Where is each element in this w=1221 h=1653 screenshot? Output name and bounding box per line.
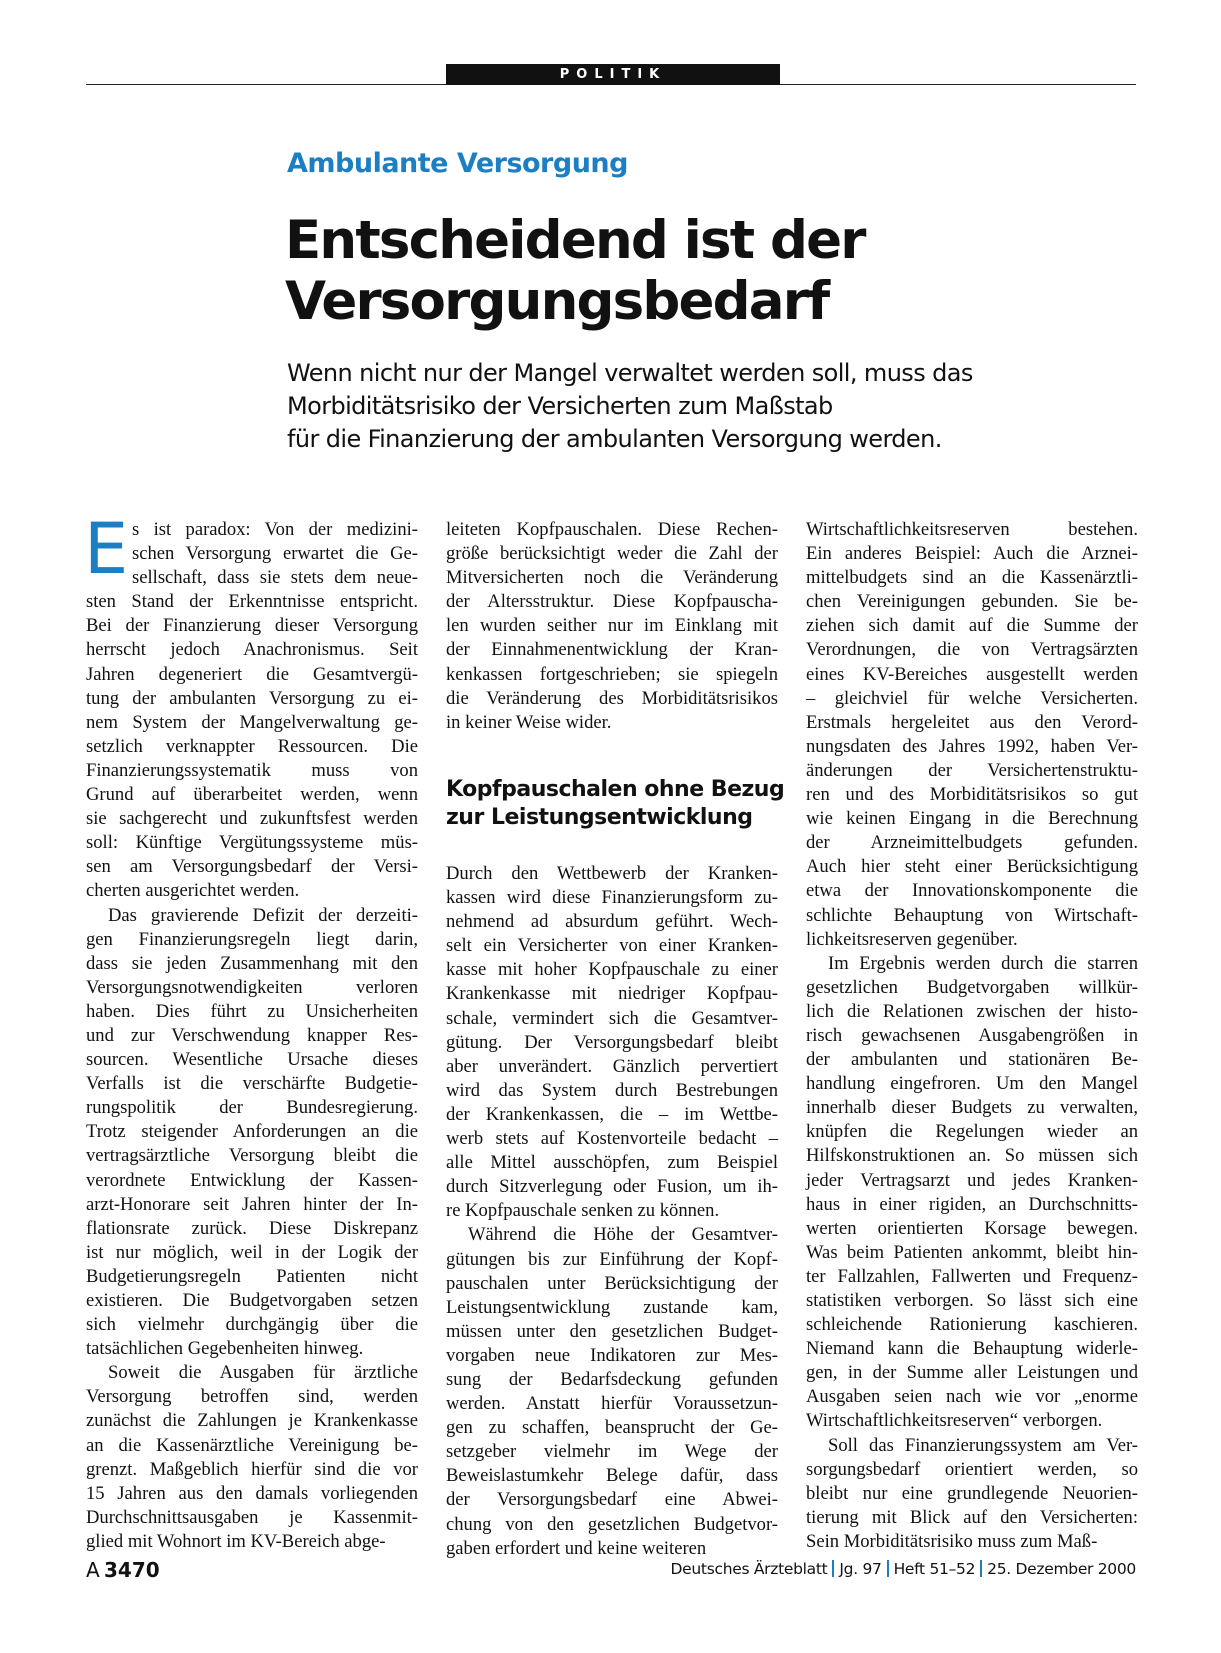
text-line: wird das System durch Bestrebungen <box>446 1079 778 1101</box>
text-line: Versorgung betroffen sind, werden <box>86 1386 418 1408</box>
text-line: bleibt nur eine grundlegende Neuorien- <box>806 1482 1138 1504</box>
text-line: der Krankenkassen, die – im Wettbe- <box>446 1103 778 1125</box>
journal-name: Deutsches Ärzteblatt <box>670 1560 828 1578</box>
page-prefix: A <box>86 1558 100 1582</box>
text-line: der ambulanten und stationären Be- <box>806 1049 1138 1071</box>
text-line: schleichende Rationierung kaschieren. <box>806 1314 1138 1336</box>
text-line: eines KV-Bereiches ausgestellt werden <box>806 663 1138 685</box>
text-line: Soweit die Ausgaben für ärztliche <box>108 1362 418 1384</box>
text-line: haus in einer rigiden, an Durchschnitts- <box>806 1193 1138 1215</box>
text-line: die Veränderung des Morbiditätsrisikos <box>446 687 778 709</box>
text-line: Wirtschaftlichkeitsreserven“ verborgen. <box>806 1410 1103 1432</box>
text-line: setzlich verknappter Ressourcen. Die <box>86 735 418 757</box>
text-line: etwa der Innovationskomponente die <box>806 880 1138 902</box>
text-line: zunächst die Zahlungen je Krankenkasse <box>86 1410 418 1432</box>
divider <box>887 1560 889 1577</box>
text-line: Durch den Wettbewerb der Kranken- <box>446 863 778 884</box>
text-line: innerhalb dieser Budgets zu verwalten, <box>806 1097 1138 1119</box>
headline-line: Versorgungsbedarf <box>285 271 829 332</box>
text-line: Hilfskonstruktionen an. So müssen sich <box>806 1145 1138 1167</box>
text-line: Bei der Finanzierung dieser Versorgung <box>86 615 418 637</box>
deck-line: für die Finanzierung der ambulanten Versorgung werden. <box>287 425 942 453</box>
text-line: Mitversicherten noch die Veränderung <box>446 567 778 589</box>
journal-date: 25. Dezember 2000 <box>987 1560 1136 1578</box>
text-line: knüpfen die Regelungen wieder an <box>806 1121 1138 1143</box>
text-line: wie keinen Eingang in die Berechnung <box>806 808 1138 830</box>
text-line: setzgeber vielmehr im Wege der <box>446 1441 778 1463</box>
text-line: sung der Bedarfsdeckung gefunden <box>446 1368 778 1390</box>
text-line: flationsrate zurück. Diese Diskrepanz <box>86 1217 418 1239</box>
text-line: gaben erfordert und keine weiteren <box>446 1537 707 1559</box>
text-line: gesetzlichen Budgetvorgaben willkür- <box>806 976 1138 998</box>
text-line: tung der ambulanten Versorgung zu ei- <box>86 687 418 709</box>
text-line: leiteten Kopfpauschalen. Diese Rechen- <box>446 519 778 540</box>
drop-cap: E <box>84 508 129 590</box>
text-line: Beweislastumkehr Belege dafür, dass <box>446 1465 778 1487</box>
text-line: werden. Anstatt hierfür Voraussetzun- <box>446 1393 778 1415</box>
text-line: ziehen sich damit auf die Summe der <box>806 615 1138 637</box>
text-line: Während die Höhe der Gesamtver- <box>468 1224 778 1246</box>
text-line: re Kopfpauschale senken zu können. <box>446 1200 720 1222</box>
text-line: arzt-Honorare seit Jahren hinter der In- <box>86 1193 418 1215</box>
text-line: herrscht jedoch Anachronismus. Seit <box>86 639 418 661</box>
text-line: cherten ausgerichtet werden. <box>86 880 300 902</box>
text-line: sorgungsbedarf orientiert werden, so <box>806 1458 1138 1480</box>
divider <box>832 1560 834 1577</box>
text-line: tatsächlichen Gegebenheiten hinweg. <box>86 1338 364 1360</box>
text-line: der Einnahmenentwicklung der Kran- <box>446 639 778 661</box>
text-line: – gleichviel für welche Versicherten. <box>806 687 1138 709</box>
text-line: durch Sitzverlegung oder Fusion, um ih- <box>446 1176 778 1198</box>
text-line: sellschaft, dass sie stets dem neue- <box>132 567 418 589</box>
text-line: Was beim Patienten ankommt, bleibt hin- <box>806 1241 1138 1263</box>
text-line: und zur Verschwendung knapper Res- <box>86 1024 418 1046</box>
text-line: kasse mit hoher Kopfpauschale zu einer <box>446 959 778 981</box>
text-line: Ein anderes Beispiel: Auch die Arznei- <box>806 543 1138 565</box>
text-line: Versorgungsnotwendigkeiten verloren <box>86 976 418 998</box>
text-line: Krankenkasse mit niedriger Kopfpau- <box>446 983 778 1005</box>
text-line: sie sachgerecht und zukunftsfest werden <box>86 808 418 830</box>
page-footer <box>86 1558 1136 1586</box>
subheading-line: zur Leistungsentwicklung <box>446 805 753 830</box>
body-column-2-top <box>446 518 778 735</box>
text-line: rungspolitik der Bundesregierung. <box>86 1097 418 1119</box>
text-line: sourcen. Wesentliche Ursache dieses <box>86 1049 418 1071</box>
deck-line: Wenn nicht nur der Mangel verwaltet werden soll, muss das <box>287 359 973 387</box>
text-line: schale, vermindert sich die Gesamtver- <box>446 1007 778 1029</box>
body-column-3 <box>806 518 1138 1554</box>
text-line: jeder Vertragsarzt und jedes Kranken- <box>806 1169 1138 1191</box>
text-line: nem System der Mangelverwaltung ge- <box>86 711 418 733</box>
text-line: Erstmals hergeleitet aus den Verord- <box>806 711 1138 733</box>
text-line: nehmend ad absurdum geführt. Wech- <box>446 911 778 933</box>
text-line: aber unverändert. Gänzlich pervertiert <box>446 1055 778 1077</box>
text-line: Wirtschaftlichkeitsreserven bestehen. <box>806 519 1138 540</box>
text-line: haben. Dies führt zu Unsicherheiten <box>86 1000 418 1022</box>
journal-citation <box>671 1560 1136 1578</box>
journal-issue: Heft 51–52 <box>893 1560 976 1578</box>
text-line: chen Vereinigungen gebunden. Sie be- <box>806 591 1138 613</box>
headline-line: Entscheidend ist der <box>285 210 865 271</box>
text-line: gen, in der Summe aller Leistungen und <box>806 1362 1138 1384</box>
text-line: Ausgaben seien nach wie vor „enorme <box>806 1386 1138 1408</box>
text-line: Niemand kann die Behauptung widerle- <box>806 1338 1138 1360</box>
text-line: sich vielmehr durchgängig über die <box>86 1314 418 1336</box>
text-line: existieren. Die Budgetvorgaben setzen <box>86 1290 418 1311</box>
text-line: sen am Versorgungsbedarf der Versi- <box>86 856 418 878</box>
text-line: Auch hier steht einer Berücksichtigung <box>806 856 1138 878</box>
text-line: ist nur möglich, weil in der Logik der <box>86 1241 418 1263</box>
text-line: lichkeitsreserven gegenüber. <box>806 928 1018 950</box>
section-label: POLITIK <box>446 64 780 85</box>
text-line: Das gravierende Defizit der derzeiti- <box>108 904 418 926</box>
article-kicker: Ambulante Versorgung <box>287 148 628 179</box>
text-line: Grund auf überarbeitet werden, wenn <box>86 784 418 806</box>
text-line: Im Ergebnis werden durch die starren <box>828 952 1138 974</box>
text-line: len wurden seither nur im Einklang mit <box>446 615 778 637</box>
text-line: werb stets auf Kostenvorteile bedacht – <box>446 1128 778 1150</box>
text-line: kenkassen fortgeschrieben; sie spiegeln <box>446 663 778 685</box>
text-line: Budgetierungsregeln Patienten nicht <box>86 1265 418 1287</box>
text-line: risch gewachsenen Ausgabengrößen in <box>806 1024 1138 1046</box>
text-line: mittelbudgets sind an die Kassenärztli- <box>806 567 1138 589</box>
text-line: vorgaben neue Indikatoren zur Mes- <box>446 1344 778 1366</box>
text-line: größe berücksichtigt weder die Zahl der <box>446 543 778 565</box>
text-line: gütung. Der Versorgungsbedarf bleibt <box>446 1031 778 1053</box>
text-line: der Altersstruktur. Diese Kopfpauscha- <box>446 591 778 613</box>
text-line: ren und des Morbiditätsrisikos so gut <box>806 784 1138 806</box>
text-line: nungsdaten des Jahres 1992, haben Ver- <box>806 735 1138 757</box>
text-line: Durchschnittsausgaben je Kassenmit- <box>86 1506 418 1528</box>
text-line: verordnete Entwicklung der Kassen- <box>86 1169 418 1191</box>
text-line: Leistungsentwicklung zustande kam, <box>446 1296 778 1318</box>
text-line: tierung mit Blick auf den Versicherten: <box>806 1506 1138 1528</box>
text-line: schen Versorgung erwartet die Ge- <box>132 543 418 565</box>
text-line: Verordnungen, die von Vertragsärzten <box>806 639 1138 661</box>
text-line: ter Fallzahlen, Fallwerten und Frequenz- <box>806 1265 1138 1287</box>
text-line: werten orientierten Korsage bewegen. <box>806 1217 1138 1239</box>
text-line: Finanzierungssystematik muss von <box>86 759 418 781</box>
text-line: schlichte Behauptung von Wirtschaft- <box>806 904 1138 926</box>
text-line: Jahren degeneriert die Gesamtvergü- <box>86 663 418 685</box>
text-line: gütungen bis zur Einführung der Kopf- <box>446 1248 778 1270</box>
text-line: müssen unter den gesetzlichen Budget- <box>446 1320 778 1342</box>
text-line: Trotz steigender Anforderungen an die <box>86 1121 418 1143</box>
text-line: lich die Relationen zwischen der histo- <box>806 1000 1138 1022</box>
text-line: gen zu schaffen, beansprucht der Ge- <box>446 1417 778 1439</box>
text-line: der Arzneimittelbudgets gefunden. <box>806 832 1138 854</box>
subheading-line: Kopfpauschalen ohne Bezug <box>446 777 785 802</box>
text-line: pauschalen unter Berücksichtigung der <box>446 1272 778 1294</box>
journal-volume: Jg. 97 <box>839 1560 882 1578</box>
text-line: an die Kassenärztliche Vereinigung be- <box>86 1434 418 1456</box>
text-line: 15 Jahren aus den damals vorliegenden <box>86 1482 418 1504</box>
text-line: Verfalls ist die verschärfte Budgetie- <box>86 1073 418 1095</box>
text-line: in keiner Weise wider. <box>446 711 612 733</box>
text-line: der Versorgungsbedarf eine Abwei- <box>446 1489 778 1511</box>
page-number: 3470 <box>104 1558 160 1582</box>
body-column-1 <box>86 518 418 1554</box>
text-line: vertragsärztliche Versorgung bleibt die <box>86 1145 418 1167</box>
text-line: gen Finanzierungsregeln liegt darin, <box>86 928 418 950</box>
text-line: glied mit Wohnort im KV-Bereich abge- <box>86 1530 386 1552</box>
text-line: soll: Künftige Vergütungssysteme müs- <box>86 832 418 854</box>
body-column-2-bottom <box>446 862 778 1561</box>
article-deck <box>287 357 1107 456</box>
text-line: grenzt. Maßgeblich hierfür sind die vor <box>86 1458 418 1480</box>
text-line: alle Mittel ausschöpfen, zum Beispiel <box>446 1152 778 1174</box>
text-line: statistiken verborgen. So lässt sich eine <box>806 1290 1138 1311</box>
divider <box>980 1560 982 1577</box>
text-line: s ist paradox: Von der medizini- <box>132 519 418 540</box>
article-headline <box>285 210 1085 332</box>
subheading <box>446 776 786 832</box>
text-line: änderungen der Versichertenstruktu- <box>806 759 1138 781</box>
deck-line: Morbiditätsrisiko der Versicherten zum Maßstab <box>287 392 833 420</box>
text-line: sten Stand der Erkenntnisse entspricht. <box>86 591 418 613</box>
text-line: dass sie jeden Zusammenhang mit den <box>86 952 418 974</box>
text-line: Sein Morbiditätsrisiko muss zum Maß- <box>806 1530 1098 1552</box>
text-line: Soll das Finanzierungssystem am Ver- <box>828 1434 1138 1456</box>
text-line: kassen wird diese Finanzierungsform zu- <box>446 887 778 909</box>
text-line: chung von den gesetzlichen Budgetvor- <box>446 1513 778 1535</box>
text-line: selt ein Versicherter von einer Kranken- <box>446 935 778 957</box>
text-line: handlung eingefroren. Um den Mangel <box>806 1073 1138 1095</box>
